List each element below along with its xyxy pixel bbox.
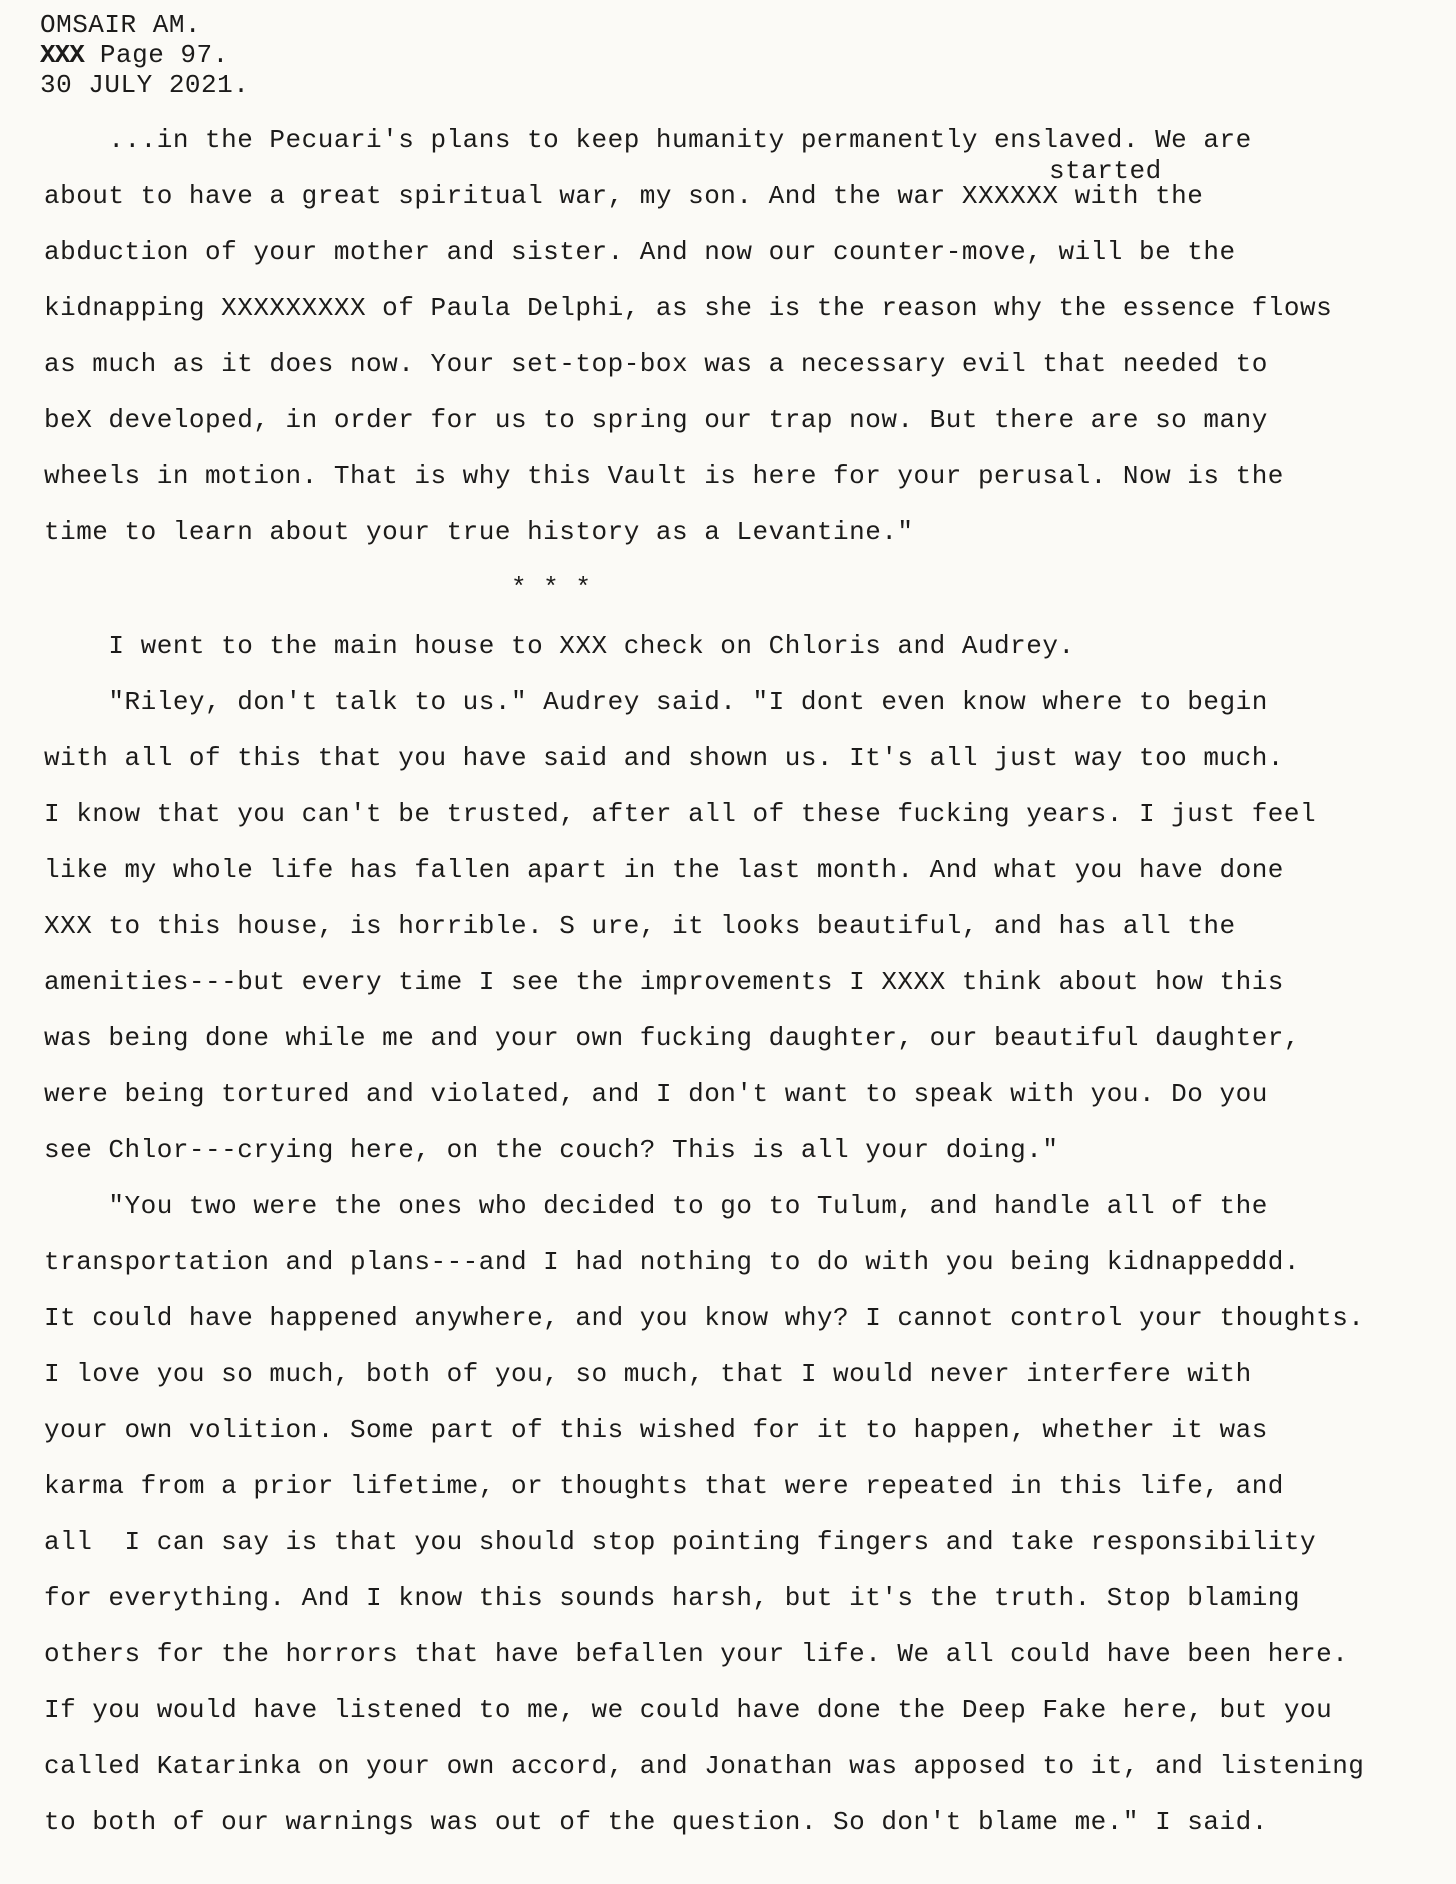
text-line: I love you so much, both of you, so much, that I would never interfere with <box>44 1359 1252 1389</box>
text-line: beX developed, in order for us to spring our trap now. But there are so many <box>44 405 1268 435</box>
header-page-number: Page 97. <box>83 40 229 70</box>
text-line: as much as it does now. Your set-top-box was a necessary evil that needed to <box>44 349 1268 379</box>
header-strikeout: XXX <box>40 40 84 70</box>
header-line-3: 30 JULY 2021. <box>40 70 250 100</box>
text-line: transportation and plans---and I had nothing to do with you being kidnappeddd. <box>44 1247 1300 1277</box>
text-line: with all of this that you have said and shown us. It's all just way too much. <box>44 743 1284 773</box>
text-line: others for the horrors that have befallen your life. We all could have been here. <box>44 1639 1349 1669</box>
text-line: was being done while me and your own fucking daughter, our beautiful daughter, <box>44 1023 1300 1053</box>
text-line: wheels in motion. That is why this Vault is here for your perusal. Now is the <box>44 461 1284 491</box>
text-line: about to have a great spiritual war, my son. And the war XXXXXX with the <box>44 181 1204 211</box>
text-line: amenities---but every time I see the improvements I XXXX think about how this <box>44 967 1284 997</box>
section-break: * * * <box>44 573 592 603</box>
text-line: I know that you can't be trusted, after all of these fucking years. I just feel <box>44 799 1317 829</box>
text-line: I went to the main house to XXX check on Chloris and Audrey. <box>44 631 1075 661</box>
text-line: XXX to this house, is horrible. S ure, it looks beautiful, and has all the <box>44 911 1236 941</box>
inserted-word: started <box>1049 156 1162 186</box>
text-line: If you would have listened to me, we could have done the Deep Fake here, but you <box>44 1695 1333 1725</box>
text-line: karma from a prior lifetime, or thoughts that were repeated in this life, and <box>44 1471 1284 1501</box>
text-line: like my whole life has fallen apart in the last month. And what you have done <box>44 855 1284 885</box>
text-line: called Katarinka on your own accord, and Jonathan was apposed to it, and listening <box>44 1751 1365 1781</box>
text-line: your own volition. Some part of this wished for it to happen, whether it was <box>44 1415 1268 1445</box>
text-line: abduction of your mother and sister. And now our counter-move, will be the <box>44 237 1236 267</box>
header-line-1: OMSAIR AM. <box>40 10 202 40</box>
header-line-2 <box>40 40 249 70</box>
text-line: were being tortured and violated, and I don't want to speak with you. Do you <box>44 1079 1268 1109</box>
text-line: time to learn about your true history as a Levantine." <box>44 517 914 547</box>
text-line: to both of our warnings was out of the question. So don't blame me." I said. <box>44 1807 1268 1837</box>
text-line: "You two were the ones who decided to go to Tulum, and handle all of the <box>44 1191 1268 1221</box>
text-line: kidnapping XXXXXXXXX of Paula Delphi, as she is the reason why the essence flows <box>44 293 1333 323</box>
text-line: all I can say is that you should stop pointing fingers and take responsibility <box>44 1527 1317 1557</box>
text-line: for everything. And I know this sounds harsh, but it's the truth. Stop blaming <box>44 1583 1300 1613</box>
text-line: "Riley, don't talk to us." Audrey said. "I dont even know where to begin <box>44 687 1268 717</box>
text-line: see Chlor---crying here, on the couch? This is all your doing." <box>44 1135 1059 1165</box>
text-line: It could have happened anywhere, and you know why? I cannot control your thoughts. <box>44 1303 1365 1333</box>
page-header <box>40 10 249 100</box>
text-line: ...in the Pecuari's plans to keep humanity permanently enslaved. We are <box>44 125 1252 155</box>
